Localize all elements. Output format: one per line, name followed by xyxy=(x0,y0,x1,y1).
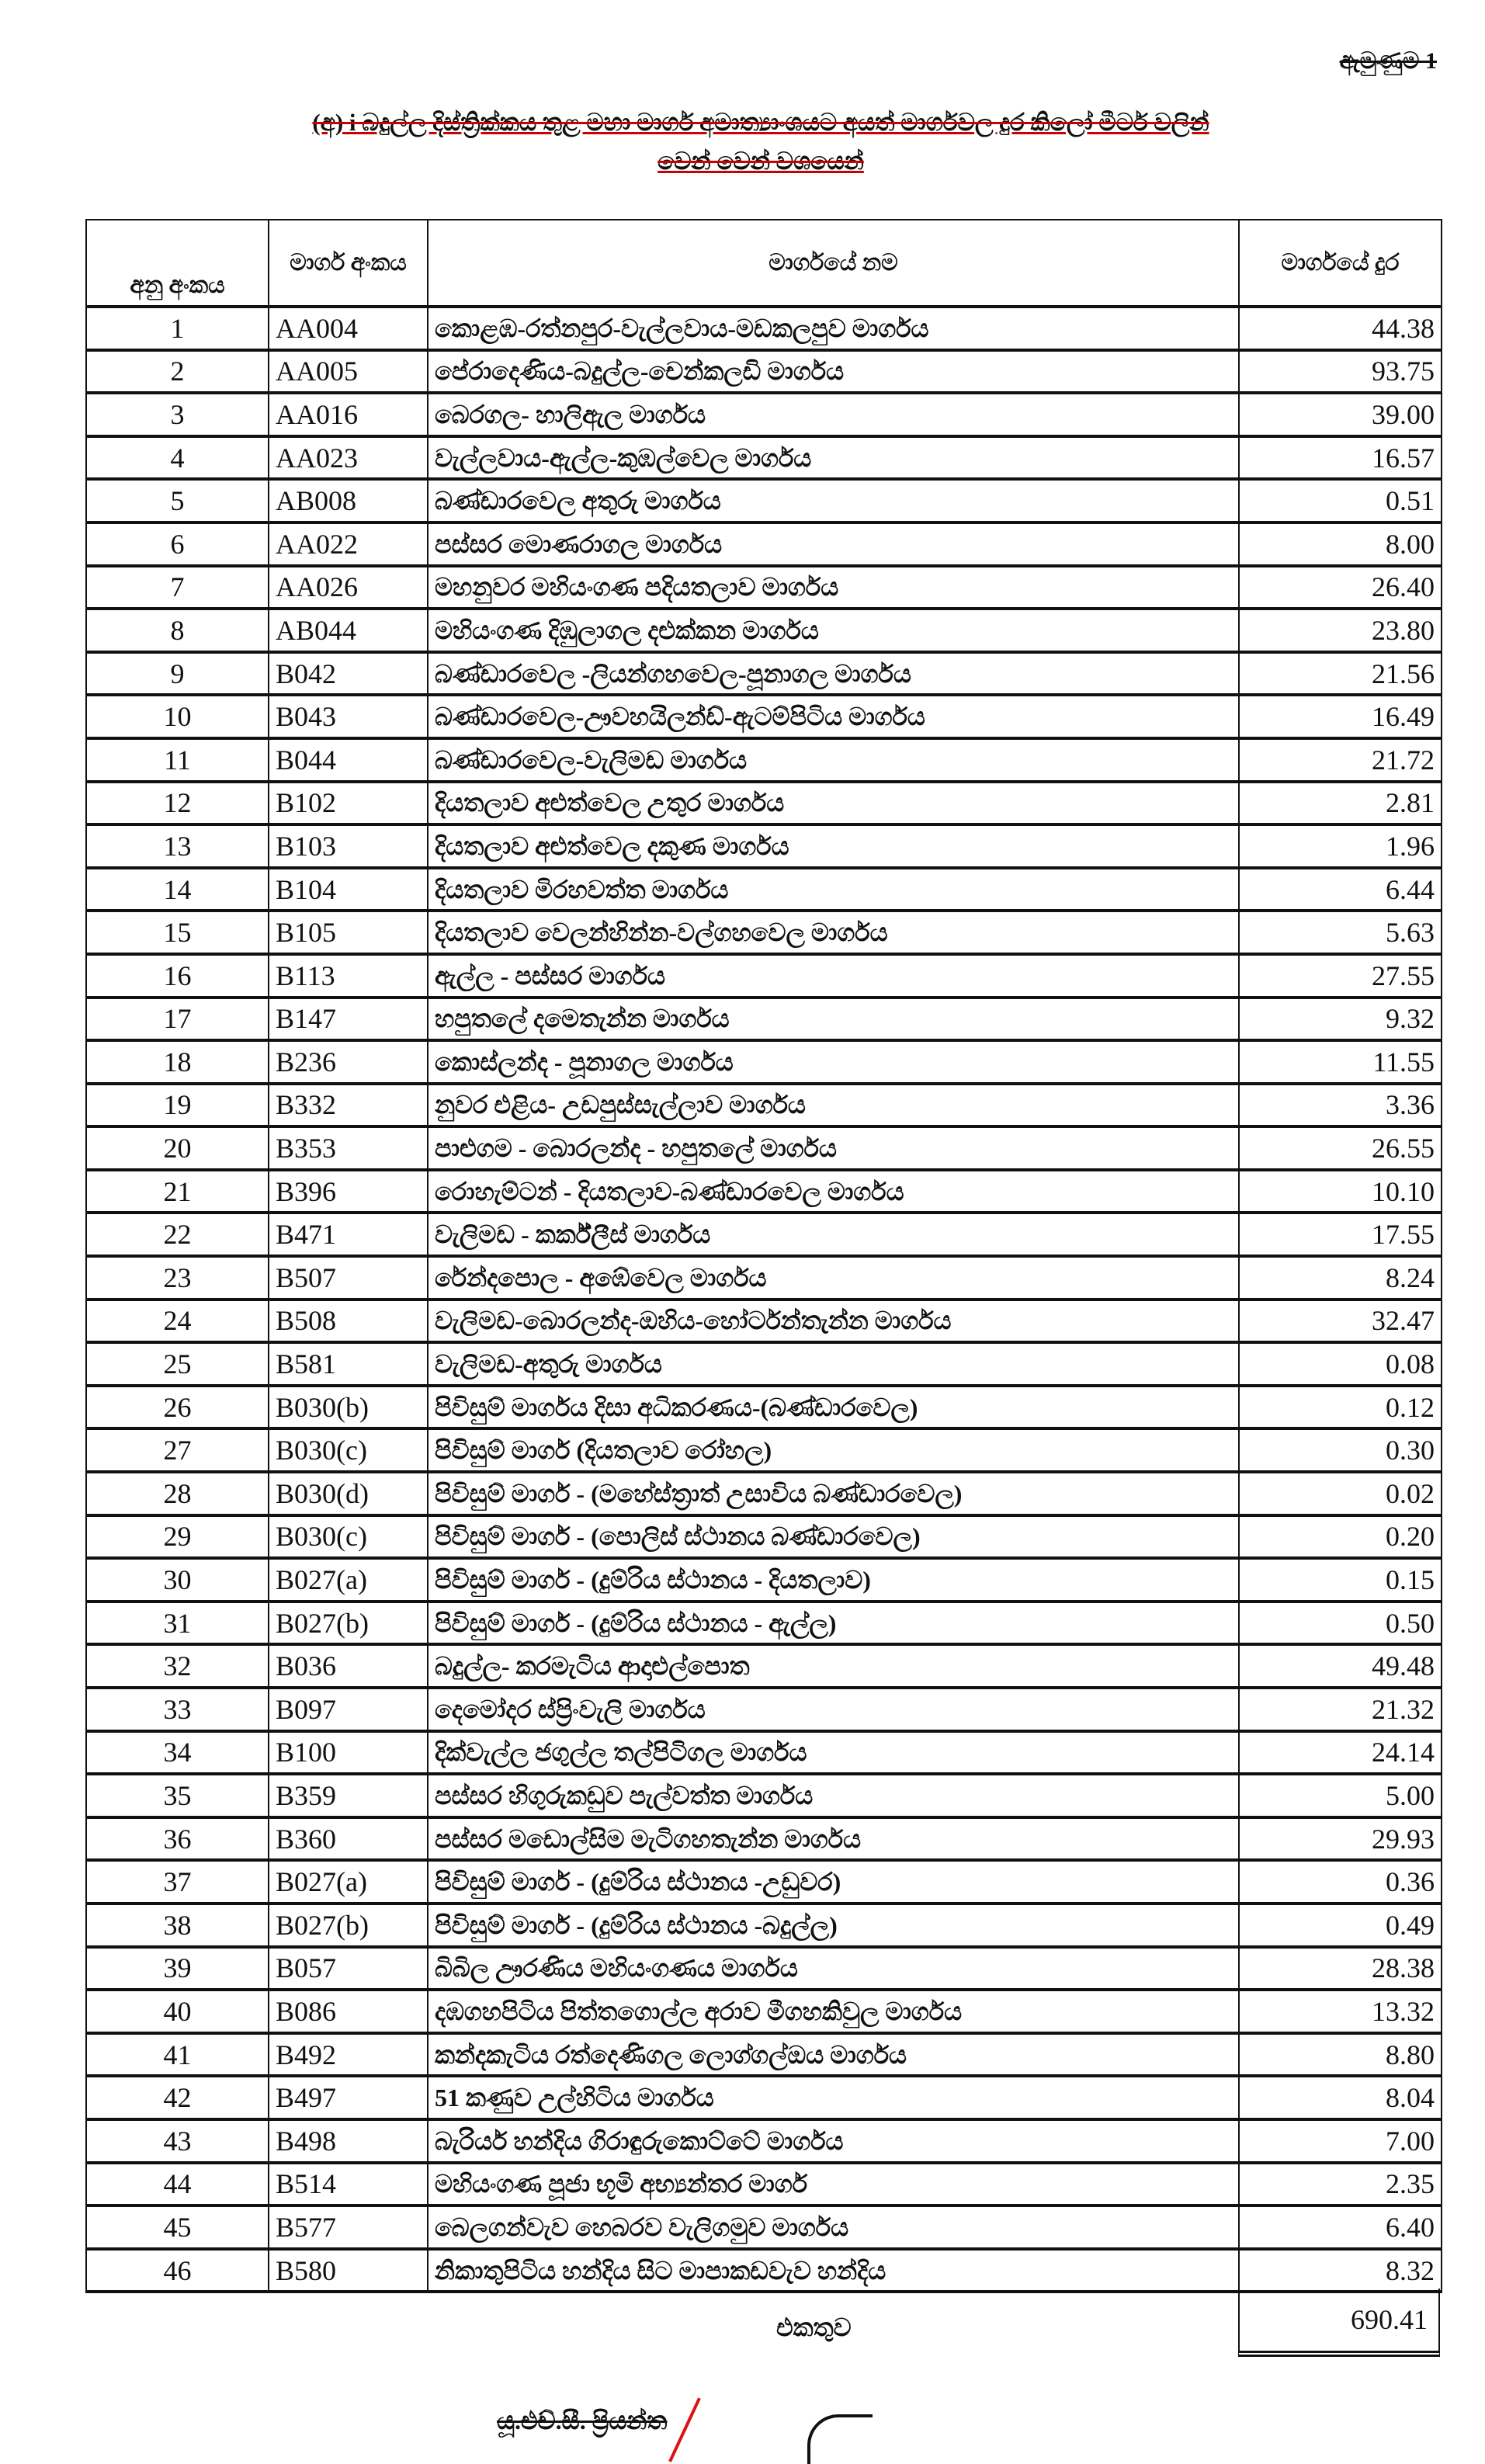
road-name-cell: පිවිසුම් මාර්ග - (දුම්රිය ස්ථානය -උඩුවර) xyxy=(428,1860,1239,1904)
serial-cell: 35 xyxy=(86,1774,269,1817)
road-name-cell: පිවිසුම් මාර්ගය දිසා අධිකරණය-(බණ්ඩාරවෙල) xyxy=(428,1386,1239,1429)
document-title: (අ) i බදුල්ල දිස්ත්‍රික්කය තුළ මහා මාර්ග අමාත්‍යාංශයට අයත් මාර්ගවල දුර කිලෝ මීටර් වලින් xyxy=(312,109,1209,136)
table-row xyxy=(86,609,1442,652)
serial-cell: 15 xyxy=(86,911,269,954)
distance-cell: 0.08 xyxy=(1239,1342,1442,1386)
table-row xyxy=(86,1342,1442,1386)
road-code-cell: AA004 xyxy=(269,307,428,350)
road-code-cell: AB044 xyxy=(269,609,428,652)
distance-cell: 8.80 xyxy=(1239,2033,1442,2077)
road-name-cell: පස්සර මඩොල්සිම මැටිගහතැන්න මාර්ගය xyxy=(428,1817,1239,1861)
serial-cell: 12 xyxy=(86,782,269,825)
table-row xyxy=(86,652,1442,696)
distance-cell: 32.47 xyxy=(1239,1300,1442,1343)
serial-cell: 29 xyxy=(86,1515,269,1559)
table-row xyxy=(86,868,1442,911)
serial-cell: 24 xyxy=(86,1300,269,1343)
handwritten-signature xyxy=(807,2414,873,2464)
serial-cell: 9 xyxy=(86,652,269,696)
distance-cell: 21.56 xyxy=(1239,652,1442,696)
distance-cell: 44.38 xyxy=(1239,307,1442,350)
road-code-cell: B057 xyxy=(269,1947,428,1990)
road-code-cell: B396 xyxy=(269,1170,428,1213)
road-name-cell: පිවිසුම් මාර්ග - (මහේස්ත්‍රාත් උසාවිය බණ්ඩාරවෙල) xyxy=(428,1472,1239,1515)
road-code-cell: B507 xyxy=(269,1256,428,1300)
table-row xyxy=(86,350,1442,394)
serial-cell: 37 xyxy=(86,1860,269,1904)
road-code-cell: B030(c) xyxy=(269,1428,428,1472)
total-value: 690.41 xyxy=(1238,2289,1440,2357)
road-name-cell: පිවිසුම් මාර්ග - (දුම්රිය ස්ථානය - ඇල්ල) xyxy=(428,1602,1239,1645)
distance-cell: 17.55 xyxy=(1239,1213,1442,1256)
table-row xyxy=(86,522,1442,566)
serial-cell: 5 xyxy=(86,479,269,522)
serial-cell: 40 xyxy=(86,1990,269,2033)
road-code-cell: B498 xyxy=(269,2119,428,2163)
distance-cell: 0.02 xyxy=(1239,1472,1442,1515)
road-code-cell: B577 xyxy=(269,2205,428,2249)
road-name-cell: පිවිසුම් මාර්ග - (පොලිස් ස්ථානය බණ්ඩාරවෙල) xyxy=(428,1515,1239,1559)
road-name-cell: බැරියර් හන්දිය ගිරාඳුරුකොට්ටේ මාර්ගය xyxy=(428,2119,1239,2163)
distance-cell: 0.49 xyxy=(1239,1904,1442,1947)
table-row xyxy=(86,998,1442,1041)
table-row xyxy=(86,1040,1442,1084)
road-name-cell: රොහැම්ටන් - දියතලාව-බණ්ඩාරවෙල මාර්ගය xyxy=(428,1170,1239,1213)
road-name-cell: හපුතලේ දමෙතැන්න මාර්ගය xyxy=(428,998,1239,1041)
road-name-cell: දික්වැල්ල ජගුල්ල තල්පිටිගල මාර්ගය xyxy=(428,1731,1239,1775)
road-code-cell: B030(c) xyxy=(269,1515,428,1559)
table-row xyxy=(86,1256,1442,1300)
serial-cell: 30 xyxy=(86,1558,269,1602)
serial-cell: 46 xyxy=(86,2249,269,2292)
table-row xyxy=(86,566,1442,609)
road-name-cell: රේන්දපොල - අඹේවෙල මාර්ගය xyxy=(428,1256,1239,1300)
road-name-cell: දඹගහපිටිය පිත්තගොල්ල අරාව මීගහකිවුල මාර්ගය xyxy=(428,1990,1239,2033)
serial-cell: 42 xyxy=(86,2076,269,2119)
road-name-cell: කොස්ලන්ද - පූනාගල මාර්ගය xyxy=(428,1040,1239,1084)
serial-cell: 17 xyxy=(86,998,269,1041)
table-row xyxy=(86,479,1442,522)
table-row xyxy=(86,1860,1442,1904)
serial-cell: 22 xyxy=(86,1213,269,1256)
table-row xyxy=(86,2033,1442,2077)
serial-cell: 36 xyxy=(86,1817,269,1861)
road-name-cell: බදුල්ල- කරමැටිය ආදාළුල්පොත xyxy=(428,1644,1239,1688)
distance-cell: 0.30 xyxy=(1239,1428,1442,1472)
serial-cell: 13 xyxy=(86,824,269,868)
table-row xyxy=(86,824,1442,868)
road-name-cell: වැලිමඩ - කර්ක්ලීස් මාර්ගය xyxy=(428,1213,1239,1256)
distance-cell: 16.57 xyxy=(1239,436,1442,480)
distance-cell: 8.00 xyxy=(1239,522,1442,566)
road-name-cell: වැලිමඩ-බොරලන්ද-ඔහිය-හෝර්ටන්තැන්න මාර්ගය xyxy=(428,1300,1239,1343)
road-code-cell: B359 xyxy=(269,1774,428,1817)
road-name-cell: 51 කණුව උල්හිටිය මාර්ගය xyxy=(428,2076,1239,2119)
serial-cell: 23 xyxy=(86,1256,269,1300)
road-name-cell: දෙමෝදර ස්ප්‍රිංවැලි මාර්ගය xyxy=(428,1688,1239,1731)
road-name-cell: දියතලාව අළුත්වෙල උතුර මාර්ගය xyxy=(428,782,1239,825)
serial-cell: 26 xyxy=(86,1386,269,1429)
serial-cell: 21 xyxy=(86,1170,269,1213)
table-row xyxy=(86,1472,1442,1515)
table-row xyxy=(86,2205,1442,2249)
document-subtitle: වෙන් වෙන් වශයෙන් xyxy=(657,147,864,175)
serial-cell: 6 xyxy=(86,522,269,566)
serial-cell: 11 xyxy=(86,738,269,782)
road-code-cell: B147 xyxy=(269,998,428,1041)
serial-cell: 16 xyxy=(86,954,269,998)
road-code-cell: B086 xyxy=(269,1990,428,2033)
road-code-cell: B105 xyxy=(269,911,428,954)
road-name-cell: වැල්ලවාය-ඇල්ල-කුඹල්වෙල මාර්ගය xyxy=(428,436,1239,480)
serial-cell: 25 xyxy=(86,1342,269,1386)
road-name-cell: මහියංගණ පූජා භූමි අභ්‍යන්තර මාර්ග xyxy=(428,2163,1239,2206)
table-row xyxy=(86,1731,1442,1775)
header-road-code: මාර්ග අංකය xyxy=(269,220,428,307)
distance-cell: 0.50 xyxy=(1239,1602,1442,1645)
road-code-cell: AA016 xyxy=(269,393,428,436)
road-code-cell: AA026 xyxy=(269,566,428,609)
table-row xyxy=(86,1990,1442,2033)
distance-cell: 0.15 xyxy=(1239,1558,1442,1602)
signature-name: යූ.එච්.සී. ප්‍රියන්ත xyxy=(497,2407,668,2435)
roads-table xyxy=(85,219,1442,2293)
road-code-cell: AB008 xyxy=(269,479,428,522)
road-code-cell: B353 xyxy=(269,1126,428,1170)
total-label: එකතුව xyxy=(776,2313,852,2341)
distance-cell: 27.55 xyxy=(1239,954,1442,998)
road-name-cell: බණ්ඩාරවෙල අතුරු මාර්ගය xyxy=(428,479,1239,522)
road-code-cell: B043 xyxy=(269,695,428,738)
serial-cell: 38 xyxy=(86,1904,269,1947)
table-row xyxy=(86,1688,1442,1731)
distance-cell: 26.55 xyxy=(1239,1126,1442,1170)
road-name-cell: පිවිසුම් මාර්ග (දියතලාව රෝහල) xyxy=(428,1428,1239,1472)
table-row xyxy=(86,1428,1442,1472)
road-code-cell: B044 xyxy=(269,738,428,782)
road-code-cell: B036 xyxy=(269,1644,428,1688)
serial-cell: 32 xyxy=(86,1644,269,1688)
distance-cell: 24.14 xyxy=(1239,1731,1442,1775)
table-row xyxy=(86,2119,1442,2163)
distance-cell: 0.12 xyxy=(1239,1386,1442,1429)
road-name-cell: බිබිල ඌරණිය මහියංගණය මාර්ගය xyxy=(428,1947,1239,1990)
road-name-cell: පාළුගම - බොරලන්ද - හපුතලේ මාර්ගය xyxy=(428,1126,1239,1170)
road-name-cell: පස්සර මොණරාගල මාර්ගය xyxy=(428,522,1239,566)
table-row xyxy=(86,1213,1442,1256)
road-code-cell: B360 xyxy=(269,1817,428,1861)
serial-cell: 18 xyxy=(86,1040,269,1084)
road-name-cell: මහියංගණ දිඹුලාගල දළුක්කන මාර්ගය xyxy=(428,609,1239,652)
header-serial: අනු අංකය xyxy=(86,220,269,307)
table-row xyxy=(86,1817,1442,1861)
road-name-cell: පේරාදෙණිය-බදුල්ල-චෙන්කලඩි මාර්ගය xyxy=(428,350,1239,394)
distance-cell: 2.81 xyxy=(1239,782,1442,825)
header-distance: මාර්ගයේ දුර xyxy=(1239,220,1442,307)
distance-cell: 26.40 xyxy=(1239,566,1442,609)
serial-cell: 20 xyxy=(86,1126,269,1170)
table-row xyxy=(86,1170,1442,1213)
table-row xyxy=(86,1300,1442,1343)
table-row xyxy=(86,1558,1442,1602)
road-name-cell: බෙලගන්වැව හෙබරව වැලිගමුව මාර්ගය xyxy=(428,2205,1239,2249)
distance-cell: 0.20 xyxy=(1239,1515,1442,1559)
serial-cell: 7 xyxy=(86,566,269,609)
table-row xyxy=(86,782,1442,825)
distance-cell: 6.44 xyxy=(1239,868,1442,911)
serial-cell: 10 xyxy=(86,695,269,738)
road-code-cell: B580 xyxy=(269,2249,428,2292)
road-code-cell: B027(b) xyxy=(269,1904,428,1947)
road-name-cell: බෙරගල- හාලිඇල මාර්ගය xyxy=(428,393,1239,436)
distance-cell: 93.75 xyxy=(1239,350,1442,394)
serial-cell: 3 xyxy=(86,393,269,436)
serial-cell: 27 xyxy=(86,1428,269,1472)
distance-cell: 13.32 xyxy=(1239,1990,1442,2033)
road-code-cell: B104 xyxy=(269,868,428,911)
distance-cell: 23.80 xyxy=(1239,609,1442,652)
road-code-cell: B471 xyxy=(269,1213,428,1256)
serial-cell: 28 xyxy=(86,1472,269,1515)
road-name-cell: බණ්ඩාරවෙල -ලියන්ගහවෙල-පූනාගල මාර්ගය xyxy=(428,652,1239,696)
road-name-cell: පස්සර හිගුරුකඩුව පැල්වත්ත මාර්ගය xyxy=(428,1774,1239,1817)
table-row xyxy=(86,1644,1442,1688)
road-code-cell: B027(a) xyxy=(269,1558,428,1602)
serial-cell: 2 xyxy=(86,350,269,394)
annex-label: ඇමුණුම 1 xyxy=(1339,48,1437,74)
distance-cell: 6.40 xyxy=(1239,2205,1442,2249)
serial-cell: 4 xyxy=(86,436,269,480)
distance-cell: 0.36 xyxy=(1239,1860,1442,1904)
table-row xyxy=(86,738,1442,782)
road-name-cell: නුවර එළිය- උඩපුස්සැල්ලාව මාර්ගය xyxy=(428,1084,1239,1127)
distance-cell: 49.48 xyxy=(1239,1644,1442,1688)
table-row xyxy=(86,307,1442,350)
road-code-cell: B514 xyxy=(269,2163,428,2206)
distance-cell: 8.32 xyxy=(1239,2249,1442,2292)
road-name-cell: පිවිසුම් මාර්ග - (දුම්රිය ස්ථානය - දියතලාව) xyxy=(428,1558,1239,1602)
distance-cell: 2.35 xyxy=(1239,2163,1442,2206)
table-row xyxy=(86,1084,1442,1127)
distance-cell: 5.00 xyxy=(1239,1774,1442,1817)
distance-cell: 0.51 xyxy=(1239,479,1442,522)
red-mark xyxy=(668,2397,701,2462)
serial-cell: 44 xyxy=(86,2163,269,2206)
road-code-cell: AA005 xyxy=(269,350,428,394)
serial-cell: 41 xyxy=(86,2033,269,2077)
table-row xyxy=(86,695,1442,738)
road-code-cell: B097 xyxy=(269,1688,428,1731)
distance-cell: 39.00 xyxy=(1239,393,1442,436)
distance-cell: 21.32 xyxy=(1239,1688,1442,1731)
header-road-name: මාර්ගයේ නම xyxy=(428,220,1239,307)
serial-cell: 39 xyxy=(86,1947,269,1990)
distance-cell: 28.38 xyxy=(1239,1947,1442,1990)
road-name-cell: වැලිමඩ-අතුරු මාර්ගය xyxy=(428,1342,1239,1386)
distance-cell: 8.24 xyxy=(1239,1256,1442,1300)
road-code-cell: B100 xyxy=(269,1731,428,1775)
road-name-cell: පිවිසුම් මාර්ග - (දුම්රිය ස්ථානය -බදුල්ල) xyxy=(428,1904,1239,1947)
road-code-cell: AA022 xyxy=(269,522,428,566)
road-code-cell: B030(b) xyxy=(269,1386,428,1429)
table-row xyxy=(86,2163,1442,2206)
road-code-cell: B027(b) xyxy=(269,1602,428,1645)
distance-cell: 10.10 xyxy=(1239,1170,1442,1213)
table-row xyxy=(86,911,1442,954)
table-row xyxy=(86,1774,1442,1817)
serial-cell: 43 xyxy=(86,2119,269,2163)
distance-cell: 21.72 xyxy=(1239,738,1442,782)
serial-cell: 1 xyxy=(86,307,269,350)
road-name-cell: බණ්ඩාරවෙල-ඌවහයිලන්ඩ්-ඇටම්පිටිය මාර්ගය xyxy=(428,695,1239,738)
serial-cell: 33 xyxy=(86,1688,269,1731)
serial-cell: 45 xyxy=(86,2205,269,2249)
road-name-cell: දියතලාව වෙලන්හින්න-වල්ගහවෙල මාර්ගය xyxy=(428,911,1239,954)
road-name-cell: ඇල්ල - පස්සර මාර්ගය xyxy=(428,954,1239,998)
distance-cell: 1.96 xyxy=(1239,824,1442,868)
distance-cell: 16.49 xyxy=(1239,695,1442,738)
table-row xyxy=(86,436,1442,480)
road-code-cell: B102 xyxy=(269,782,428,825)
road-name-cell: බණ්ඩාරවෙල-වැලිමඩ මාර්ගය xyxy=(428,738,1239,782)
table-row xyxy=(86,1515,1442,1559)
table-row xyxy=(86,393,1442,436)
distance-cell: 3.36 xyxy=(1239,1084,1442,1127)
distance-cell: 11.55 xyxy=(1239,1040,1442,1084)
table-row xyxy=(86,1904,1442,1947)
road-name-cell: නිකාතුපිටිය හන්දිය සිට මාපාකඩවැව හන්දිය xyxy=(428,2249,1239,2292)
serial-cell: 14 xyxy=(86,868,269,911)
road-name-cell: කන්දකැටිය රත්දෙණිගල ලොග්ගල්ඔය මාර්ගය xyxy=(428,2033,1239,2077)
table-row xyxy=(86,1126,1442,1170)
distance-cell: 29.93 xyxy=(1239,1817,1442,1861)
table-row xyxy=(86,2076,1442,2119)
table-row xyxy=(86,2249,1442,2292)
serial-cell: 19 xyxy=(86,1084,269,1127)
table-header-row xyxy=(86,220,1442,307)
table-row xyxy=(86,1602,1442,1645)
distance-cell: 5.63 xyxy=(1239,911,1442,954)
serial-cell: 31 xyxy=(86,1602,269,1645)
table-row xyxy=(86,1947,1442,1990)
road-code-cell: B497 xyxy=(269,2076,428,2119)
road-name-cell: දියතලාව අළුත්වෙල දකුණ මාර්ගය xyxy=(428,824,1239,868)
road-name-cell: කොළඹ-රත්නපුර-වැල්ලවාය-මඩකලපුව මාර්ගය xyxy=(428,307,1239,350)
serial-cell: 34 xyxy=(86,1731,269,1775)
road-name-cell: මහනුවර මහියංගණ පදියතලාව මාර්ගය xyxy=(428,566,1239,609)
road-code-cell: B030(d) xyxy=(269,1472,428,1515)
road-code-cell: B492 xyxy=(269,2033,428,2077)
distance-cell: 9.32 xyxy=(1239,998,1442,1041)
serial-cell: 8 xyxy=(86,609,269,652)
distance-cell: 7.00 xyxy=(1239,2119,1442,2163)
road-code-cell: AA023 xyxy=(269,436,428,480)
road-code-cell: B113 xyxy=(269,954,428,998)
road-code-cell: B581 xyxy=(269,1342,428,1386)
road-code-cell: B508 xyxy=(269,1300,428,1343)
road-code-cell: B332 xyxy=(269,1084,428,1127)
road-code-cell: B027(a) xyxy=(269,1860,428,1904)
table-row xyxy=(86,954,1442,998)
road-code-cell: B042 xyxy=(269,652,428,696)
table-row xyxy=(86,1386,1442,1429)
distance-cell: 8.04 xyxy=(1239,2076,1442,2119)
road-code-cell: B236 xyxy=(269,1040,428,1084)
road-code-cell: B103 xyxy=(269,824,428,868)
road-name-cell: දියතලාව මිරහවත්ත මාර්ගය xyxy=(428,868,1239,911)
